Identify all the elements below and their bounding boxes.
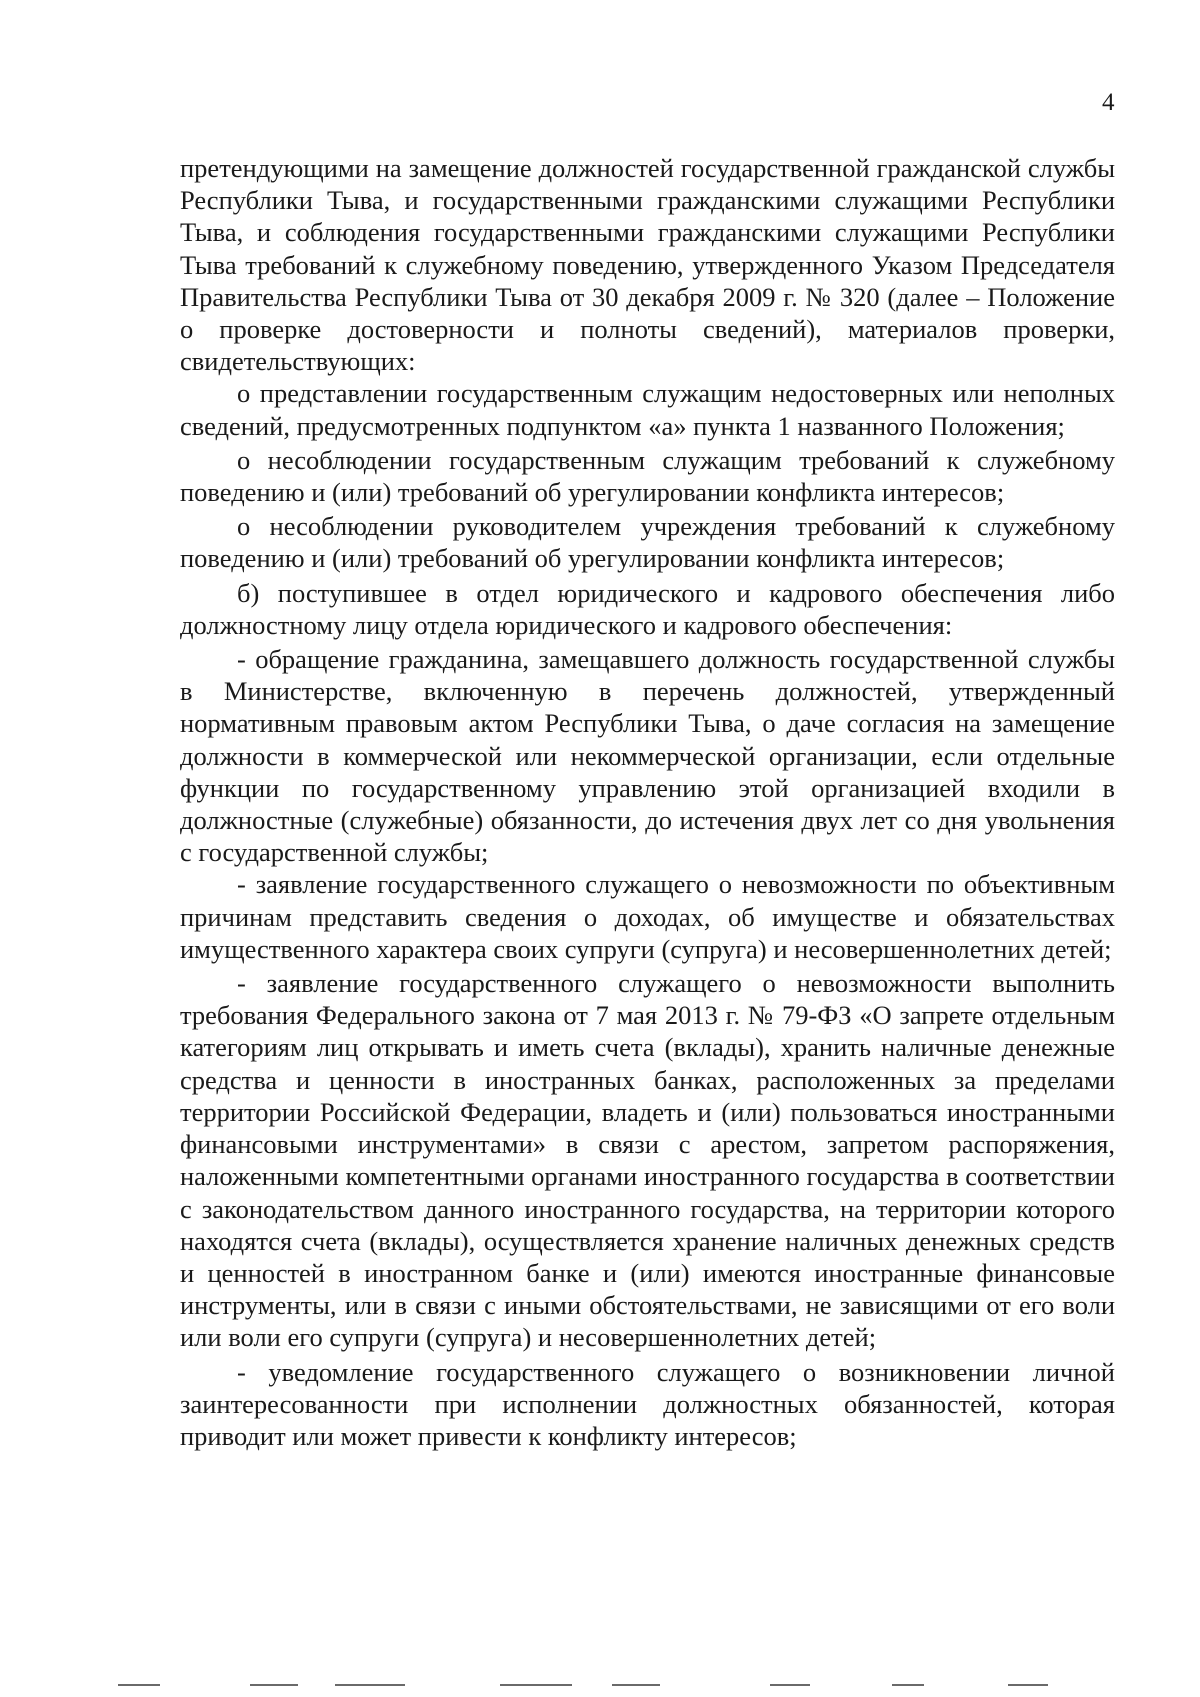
scan-bottom-edge-marks: [0, 1684, 1200, 1688]
paragraph-citizen-appeal: - обращение гражданина, замещавшего должность государственной службы в Министерстве, включенную в перечень должностей, утвержденный нормативным правовым актом Республики Тыва, о даче согласия на замещение должности в коммерческой или некоммерческой организации, если отдельные функции по государственному управлению этой организацией входили в должностные (служебные) обязанности, до истечения двух лет со дня увольнения с государственной службы;: [180, 644, 1115, 868]
paragraph-false-info: о представлении государственным служащим недостоверных или неполных сведений, предусмотренных подпунктом «а» пункта 1 названного Положения;: [180, 378, 1115, 441]
page-number: 4: [1102, 89, 1115, 116]
paragraph-item-b: б) поступившее в отдел юридического и кадрового обеспечения либо должностному лицу отдела юридического и кадрового обеспечения:: [180, 577, 1115, 640]
paragraph-income-statement: - заявление государственного служащего о невозможности по объективным причинам представить сведения о доходах, об имуществе и обязательствах имущественного характера своих супруги (супруга) и несовершеннолетних детей;: [180, 869, 1115, 964]
document-body: [180, 152, 1115, 1452]
paragraph-foreign-accounts: - заявление государственного служащего о невозможности выполнить требования Федерального закона от 7 мая 2013 г. № 79-ФЗ «О запрете отдельным категориям лиц открывать и иметь счета (вклады), хранить наличные денежные средства и ценности в иностранных банках, расположенных за пределами территории Российской Федерации, владеть и (или) пользоваться иностранными финансовыми инструментами» в связи с арестом, запретом распоряжения, наложенными компетентными органами иностранного государства в соответствии с законодательством данного иностранного государства, на территории которого находятся счета (вклады), осуществляется хранение наличных денежных средств и ценностей в иностранном банке и (или) имеются иностранные финансовые инструменты, или в связи с иными обстоятельствами, не зависящими от его воли или воли его супруги (супруга) и несовершеннолетних детей;: [180, 968, 1115, 1353]
paragraph-conflict-notice: - уведомление государственного служащего о возникновении личной заинтересованности при исполнении должностных обязанностей, которая приводит или может привести к конфликту интересов;: [180, 1356, 1115, 1451]
paragraph-head-noncompliance: о несоблюдении руководителем учреждения требований к служебному поведению и (или) требований об урегулировании конфликта интересов;: [180, 511, 1115, 574]
paragraph-servant-noncompliance: о несоблюдении государственным служащим требований к служебному поведению и (или) требований об урегулировании конфликта интересов;: [180, 444, 1115, 508]
paragraph-continuation: претендующими на замещение должностей государственной гражданской службы Республики Тыва, и государственными гражданскими служащими Республики Тыва, и соблюдения государственными гражданскими служащими Республики Тыва требований к служебному поведению, утвержденного Указом Председателя Правительства Республики Тыва от 30 декабря 2009 г. № 320 (далее – Положение о проверке достоверности и полноты сведений), материалов проверки, свидетельствующих:: [180, 153, 1115, 377]
